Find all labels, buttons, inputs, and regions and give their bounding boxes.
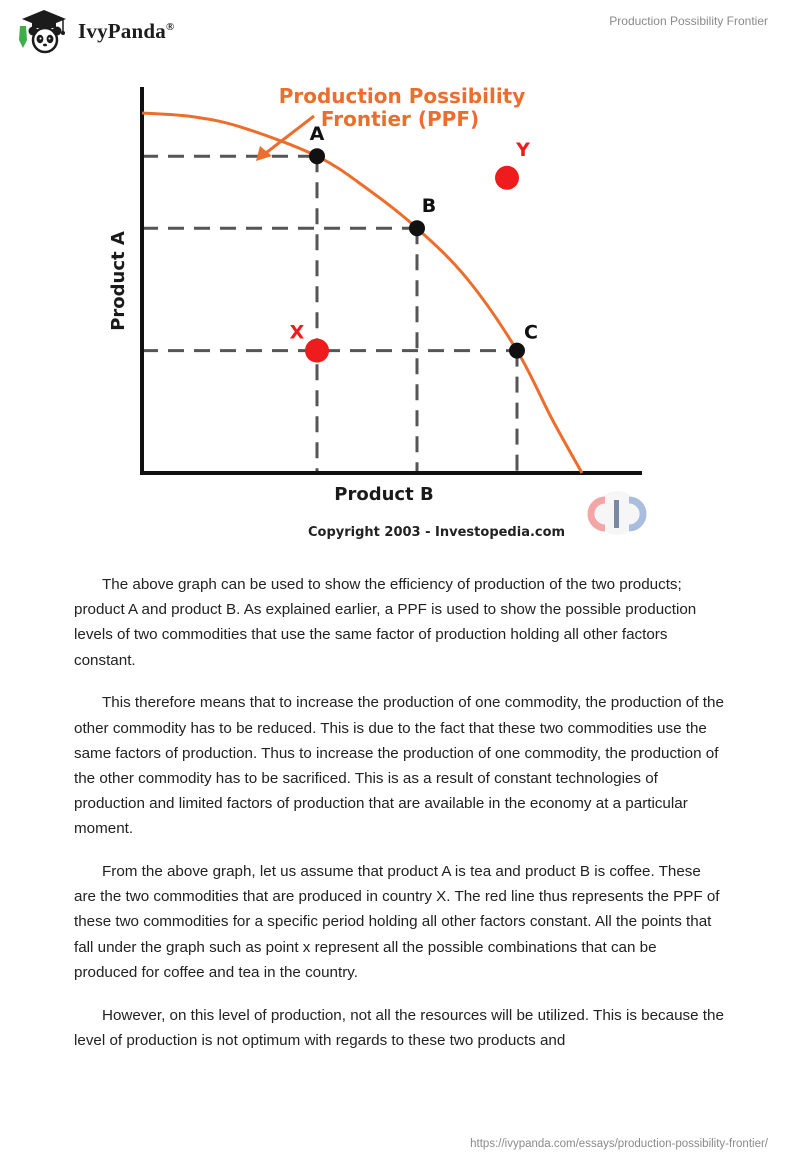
investopedia-logo-icon xyxy=(591,491,643,535)
chart-title-line1: Production Possibility xyxy=(278,84,526,108)
x-axis-label: Product B xyxy=(334,484,434,505)
ppf-curve xyxy=(142,113,582,473)
copyright-text: Copyright 2003 - Investopedia.com xyxy=(308,525,566,540)
point-label-b: B xyxy=(421,195,437,218)
brand-logo[interactable] xyxy=(14,8,174,54)
point-y xyxy=(495,166,519,190)
article-body xyxy=(74,572,724,1070)
point-label-c: C xyxy=(524,321,538,344)
point-c xyxy=(509,343,525,359)
chart-title-line2: Frontier (PPF) xyxy=(320,107,480,131)
paragraph: However, on this level of production, not all the resources will be utilized. This is because the level of production is not optimum with regards to these two products and xyxy=(74,1006,724,1049)
point-b xyxy=(409,220,425,236)
panda-logo-icon xyxy=(14,8,74,54)
dashed-guides xyxy=(142,156,517,473)
ppf-figure xyxy=(100,76,660,552)
page-header xyxy=(0,0,800,60)
point-label-y: Y xyxy=(516,138,530,161)
y-axis-label: Product A xyxy=(108,231,129,331)
point-label-x: X xyxy=(289,321,305,344)
page-title: Production Possibility Frontier xyxy=(609,14,768,28)
annotation-arrowhead xyxy=(256,146,272,161)
paragraph: From the above graph, let us assume that product A is tea and product B is coffee. These are the two commodities that are produced in country X. The red line thus represents the PPF of these two commodities for a specific period holding all other factors constant. All the points that fall under the graph such as point x represent all the possible combinations that can be produced for coffee and tea in the country. xyxy=(74,863,720,981)
point-x xyxy=(305,339,329,363)
paragraph: This therefore means that to increase the production of one commodity, the production of the other commodity has to be reduced. This is due to the fact that these two commodities use the same factors of production. Thus to increase the production of one commodity, the production of the other commodity has to be sacrificed. This is as a result of constant technologies of production and limited factors of production that are available in the economy at a particular moment. xyxy=(74,694,724,838)
brand-name: IvyPanda® xyxy=(78,18,175,43)
point-label-a: A xyxy=(309,123,325,146)
point-a xyxy=(309,148,325,164)
source-url[interactable]: https://ivypanda.com/essays/production-possibility-frontier/ xyxy=(470,1138,768,1150)
paragraph: The above graph can be used to show the efficiency of production of the two products; product A and product B. As explained earlier, a PPF is used to show the possible production levels of two commodities that use the same factor of production holding all other factors constant. xyxy=(74,576,697,669)
ppf-chart xyxy=(100,76,660,552)
